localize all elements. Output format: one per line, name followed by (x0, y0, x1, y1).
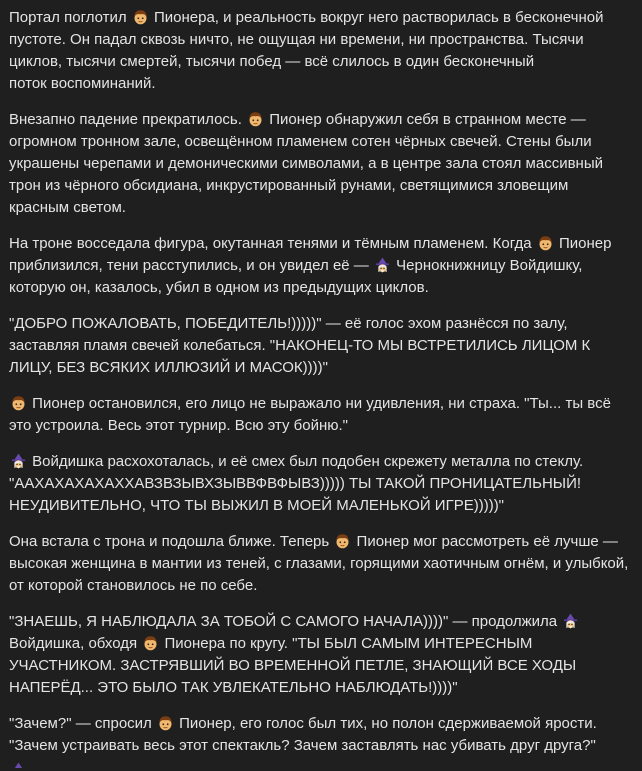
text-segment: Пионер мог рассмотреть её лучше — (352, 533, 618, 550)
cut-off-line (9, 762, 29, 768)
text-segment: Пионер обнаружил себя в странном месте — (265, 111, 586, 128)
message-text (9, 7, 629, 771)
text-line (9, 357, 609, 379)
text-segment: Пионера по кругу. "ТЫ БЫЛ САМЫМ ИНТЕРЕСНЫМ (160, 635, 533, 652)
text-line (9, 29, 609, 51)
story-paragraph (9, 313, 609, 379)
text-line (9, 473, 609, 495)
text-segment: поток воспоминаний. (9, 75, 156, 92)
text-line (9, 655, 609, 677)
text-segment: это устроила. Весь этот турнир. Всю эту бойню." (9, 417, 348, 434)
boy-emoji-icon (10, 395, 27, 411)
text-line (9, 197, 609, 219)
boy-emoji-icon (132, 9, 149, 25)
text-segment: На троне восседала фигура, окутанная тенями и тёмным пламенем. Когда (9, 235, 536, 252)
text-segment: НАПЕРЁД... ЭТО БЫЛО ТАК УВЛЕКАТЕЛЬНО НАБЛЮДАТЬ!))))" (9, 679, 458, 696)
text-segment: Она встала с трона и подошла ближе. Теперь (9, 533, 334, 550)
boy-emoji-icon (142, 635, 159, 651)
text-segment: "Зачем устраивать весь этот спектакль? Зачем заставлять нас убивать друг друга?" (9, 737, 596, 754)
story-paragraph (9, 611, 609, 699)
text-line (9, 713, 609, 735)
text-segment: трон из чёрного обсидиана, инкрустированный рунами, светящимися зловещим (9, 177, 569, 194)
text-line (9, 611, 609, 633)
text-line (9, 7, 609, 29)
text-segment: НЕУДИВИТЕЛЬНО, ЧТО ТЫ ВЫЖИЛ В МОЕЙ МАЛЕНЬКОЙ ИГРЕ)))))" (9, 497, 505, 514)
text-segment: красным светом. (9, 199, 126, 216)
mage-emoji-icon (10, 762, 27, 768)
text-segment: "Зачем?" — спросил (9, 715, 156, 732)
text-segment: Портал поглотил (9, 9, 131, 26)
text-line (9, 735, 609, 757)
text-segment: приблизился, тени расступились, и он увидел её — (9, 257, 373, 274)
text-segment: ЛИЦУ, БЕЗ ВСЯКИХ ИЛЛЮЗИЙ И МАСОК))))" (9, 359, 328, 376)
text-line (9, 451, 609, 473)
story-paragraph (9, 109, 609, 219)
text-segment: Пионер остановился, его лицо не выражало ни удивления, ни страха. "Ты... ты всё (28, 395, 611, 412)
text-line (9, 335, 609, 357)
story-paragraph (9, 451, 609, 517)
text-segment: украшены черепами и демоническими символами, а в центре зала стоял массивный (9, 155, 603, 172)
text-line (9, 153, 609, 175)
story-paragraph (9, 531, 629, 597)
text-segment: "ААХАХАХАХАХХАВЗВЗЫВХЗЫВВФВФЫВЗ))))) ТЫ ТАКОЙ ПРОНИЦАТЕЛЬНЫЙ! (9, 475, 582, 492)
text-segment: Внезапно падение прекратилось. (9, 111, 247, 128)
text-segment: циклов, тысячи смертей, тысячи побед — всё слилось в один бесконечный (9, 53, 535, 70)
text-segment: заставляя пламя свечей колебаться. "НАКОНЕЦ-ТО МЫ ВСТРЕТИЛИСЬ ЛИЦОМ К (9, 337, 591, 354)
text-segment: Пионер, его голос был тих, но полон сдерживаемой ярости. (174, 715, 597, 732)
boy-emoji-icon (537, 235, 554, 251)
text-line (9, 131, 609, 153)
story-paragraph (9, 7, 609, 95)
text-line (9, 531, 618, 553)
text-segment: УЧАСТНИКОМ. ЗАСТРЯВШИЙ ВО ВРЕМЕННОЙ ПЕТЛЕ, ЗНАЮЩИЙ ВСЕ ХОДЫ (9, 657, 577, 674)
text-segment: Войдишка расхохоталась, и её смех был подобен скрежету металла по стеклу. (28, 453, 584, 470)
text-segment: пустоте. Он падал сквозь ничто, не ощущая ни времени, ни пространства. Тысячи (9, 31, 584, 48)
text-segment: Чернокнижницу Войдишку, (391, 257, 583, 274)
text-segment: Войдишка, обходя (9, 635, 142, 652)
text-line (9, 415, 609, 437)
story-paragraph (9, 233, 612, 299)
mage-emoji-icon (562, 613, 579, 629)
text-line (9, 553, 629, 575)
text-segment: от которой становилось не по себе. (9, 577, 258, 594)
text-line (9, 233, 612, 255)
story-paragraph (9, 713, 609, 757)
text-line (9, 633, 609, 655)
story-paragraph (9, 393, 609, 437)
text-segment: которую он, казалось, убил в одном из предыдущих циклов. (9, 279, 429, 296)
text-line (9, 73, 609, 95)
text-line (9, 313, 609, 335)
text-segment: высокая женщина в мантии из теней, с глазами, горящими хаотичным огнём, и улыбкой, (9, 555, 629, 572)
boy-emoji-icon (334, 533, 351, 549)
text-line (9, 677, 609, 699)
text-segment: Пионера, и реальность вокруг него растворилась в бесконечной (149, 9, 604, 26)
text-segment: огромном тронном зале, освещённом пламенем сотен чёрных свечей. Стены были (9, 133, 592, 150)
text-line (9, 393, 609, 415)
text-line (9, 575, 609, 597)
boy-emoji-icon (247, 111, 264, 127)
text-line (9, 109, 609, 131)
text-line (9, 495, 609, 517)
text-segment: "ЗНАЕШЬ, Я НАБЛЮДАЛА ЗА ТОБОЙ С САМОГО НАЧАЛА))))" — продолжила (9, 613, 562, 630)
text-line (9, 255, 609, 277)
mage-emoji-icon (10, 453, 27, 469)
text-segment: Пионер (554, 235, 612, 252)
text-segment: "ДОБРО ПОЖАЛОВАТЬ, ПОБЕДИТЕЛЬ!)))))" — её голос эхом разнёсся по залу, (9, 315, 568, 332)
mage-emoji-icon (374, 257, 391, 273)
text-line (9, 51, 609, 73)
text-line (9, 175, 609, 197)
boy-emoji-icon (157, 715, 174, 731)
text-line (9, 277, 609, 299)
